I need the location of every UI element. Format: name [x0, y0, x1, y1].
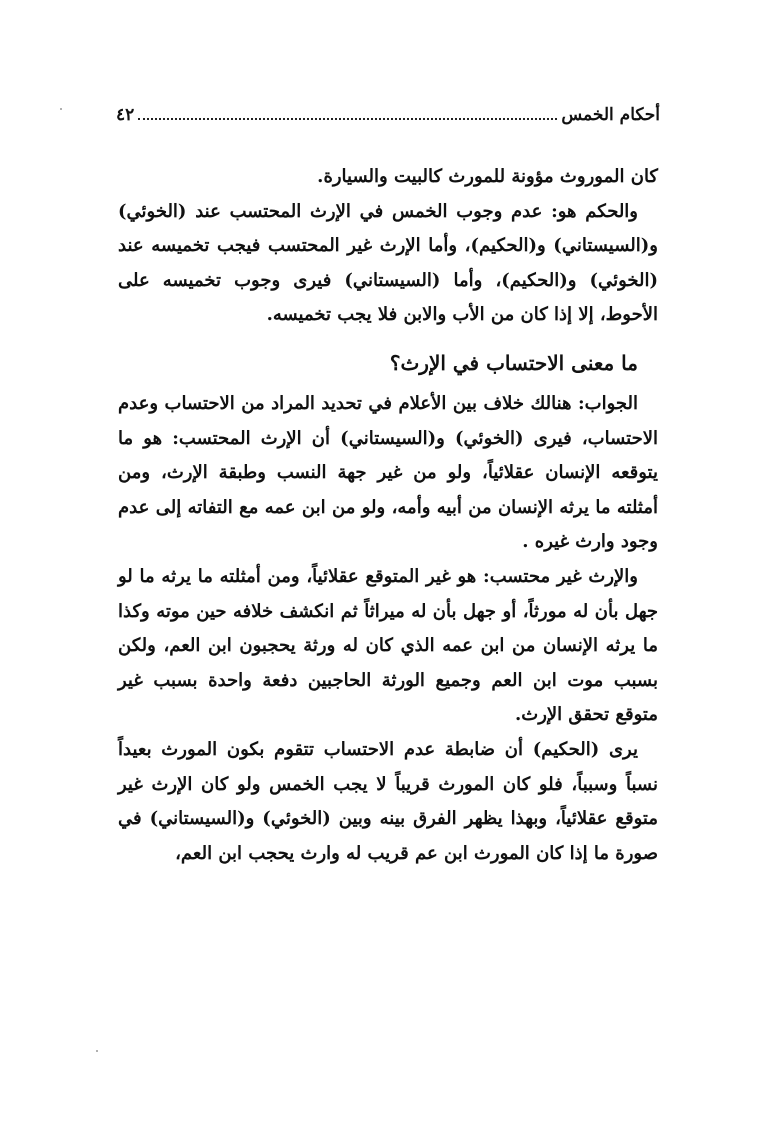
paragraph: يرى (الحكيم) أن ضابطة عدم الاحتساب تتقوم بكون المورث بعيداً نسباً وسبباً، فلو كان المورث قريباً لا يجب الخمس ولو كان الإرث غير متوقع عقلائياً، وبهذا يظهر الفرق بينه وبين (الخوئي) و(السيستاني) في صورة ما إذا كان المورث ابن عم قريب له وارث يحجب ابن العم،	[118, 738, 658, 864]
page-number: ٤٢	[116, 105, 135, 125]
book-title: أحكام الخمس	[561, 105, 660, 125]
paragraph: والحكم هو: عدم وجوب الخمس في الإرث المحتسب عند (الخوئي) و(السيستاني) و(الحكيم)، وأما الإرث غير المحتسب فيجب تخميسه عند (الخوئي) و(الحكيم)، وأما (السيستاني) فيرى وجوب تخميسه على الأحوط، إلا إذا كان من الأب والابن فلا يجب تخميسه.	[118, 200, 658, 326]
section-heading: ما معنى الاحتساب في الإرث؟	[389, 350, 638, 375]
running-header	[110, 96, 660, 126]
paragraph: كان الموروث مؤونة للمورث كالبيت والسيارة.	[317, 166, 658, 187]
paragraph: والإرث غير محتسب: هو غير المتوقع عقلائياً، ومن أمثلته ما يرثه ما لو جهل بأن له مورثاً، أو جهل بأن له ميراثاً ثم انكشف خلافه حين موته وكذا ما يرثه الإنسان من ابن عمه الذي كان له ورثة يحجبون ابن العم، ولكن بسبب موت ابن العم وجميع الورثة الحاجبين دفعة واحدة بسبب غير متوقع تحقق الإرث.	[118, 565, 658, 726]
header-dotted-leader	[138, 117, 557, 120]
page-body	[118, 160, 658, 871]
paragraph: الجواب: هنالك خلاف بين الأعلام في تحديد المراد من الاحتساب وعدم الاحتساب، فيرى (الخوئي) و(السيستاني) أن الإرث المحتسب: هو ما يتوقعه الإنسان عقلائياً، ولو من غير جهة النسب وطبقة الإرث، ومن أمثلته ما يرثه الإنسان من أبيه وأمه، ولو من ابن عمه مع التفاته إلى عدم وجود وارث غيره .	[118, 392, 658, 553]
scan-speck	[60, 108, 62, 110]
scan-speck	[96, 1050, 98, 1052]
